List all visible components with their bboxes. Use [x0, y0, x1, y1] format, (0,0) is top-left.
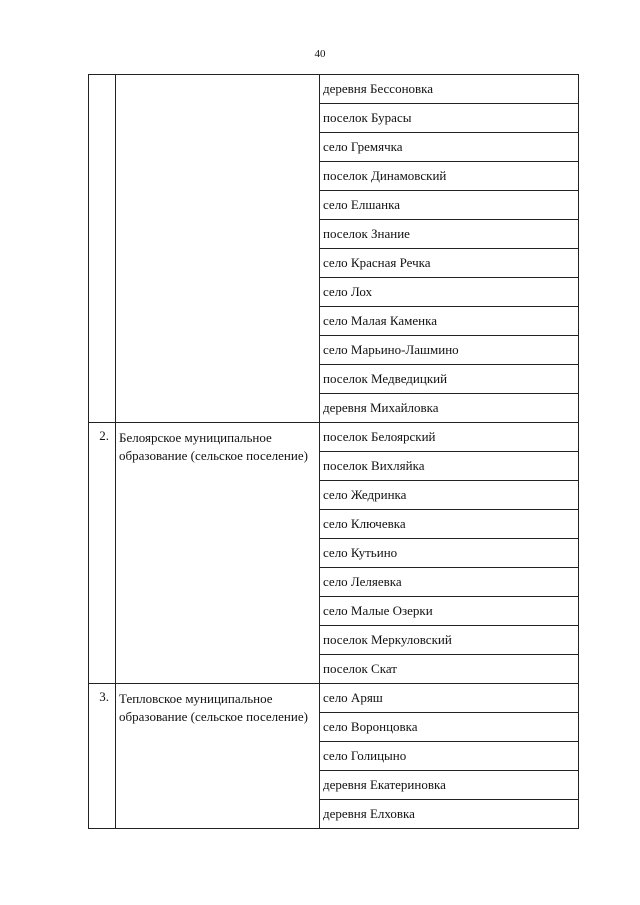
- settlement-name: село Ключевка: [320, 510, 579, 539]
- table-row: [89, 684, 579, 713]
- page-number: 40: [314, 48, 326, 60]
- settlement-name: поселок Динамовский: [320, 162, 579, 191]
- settlements-table: [88, 74, 579, 829]
- municipality-name: [116, 75, 320, 423]
- table-row: [89, 423, 579, 452]
- settlement-name: село Елшанка: [320, 191, 579, 220]
- settlement-name: поселок Вихляйка: [320, 452, 579, 481]
- settlement-name: село Воронцовка: [320, 713, 579, 742]
- settlement-name: село Жедринка: [320, 481, 579, 510]
- group-number: 2.: [89, 423, 116, 684]
- municipality-name: Тепловское муниципальное образование (сельское поселение): [116, 684, 320, 829]
- group-number: 3.: [89, 684, 116, 829]
- table-row: [89, 75, 579, 104]
- settlement-name: деревня Екатериновка: [320, 771, 579, 800]
- settlement-name: поселок Меркуловский: [320, 626, 579, 655]
- settlement-name: поселок Бурасы: [320, 104, 579, 133]
- settlement-name: село Малая Каменка: [320, 307, 579, 336]
- municipality-name: Белоярское муниципальное образование (сельское поселение): [116, 423, 320, 684]
- settlement-name: поселок Знание: [320, 220, 579, 249]
- settlement-name: село Леляевка: [320, 568, 579, 597]
- settlement-name: село Аряш: [320, 684, 579, 713]
- settlement-name: село Марьино-Лашмино: [320, 336, 579, 365]
- settlement-name: деревня Бессоновка: [320, 75, 579, 104]
- settlement-name: село Кутьино: [320, 539, 579, 568]
- settlements-table-body: [89, 75, 579, 829]
- group-number: [89, 75, 116, 423]
- settlement-name: село Красная Речка: [320, 249, 579, 278]
- settlement-name: деревня Михайловка: [320, 394, 579, 423]
- settlement-name: поселок Медведицкий: [320, 365, 579, 394]
- settlement-name: село Лох: [320, 278, 579, 307]
- settlement-name: село Голицыно: [320, 742, 579, 771]
- settlement-name: село Малые Озерки: [320, 597, 579, 626]
- settlement-name: деревня Елховка: [320, 800, 579, 829]
- settlement-name: село Гремячка: [320, 133, 579, 162]
- settlement-name: поселок Белоярский: [320, 423, 579, 452]
- settlement-name: поселок Скат: [320, 655, 579, 684]
